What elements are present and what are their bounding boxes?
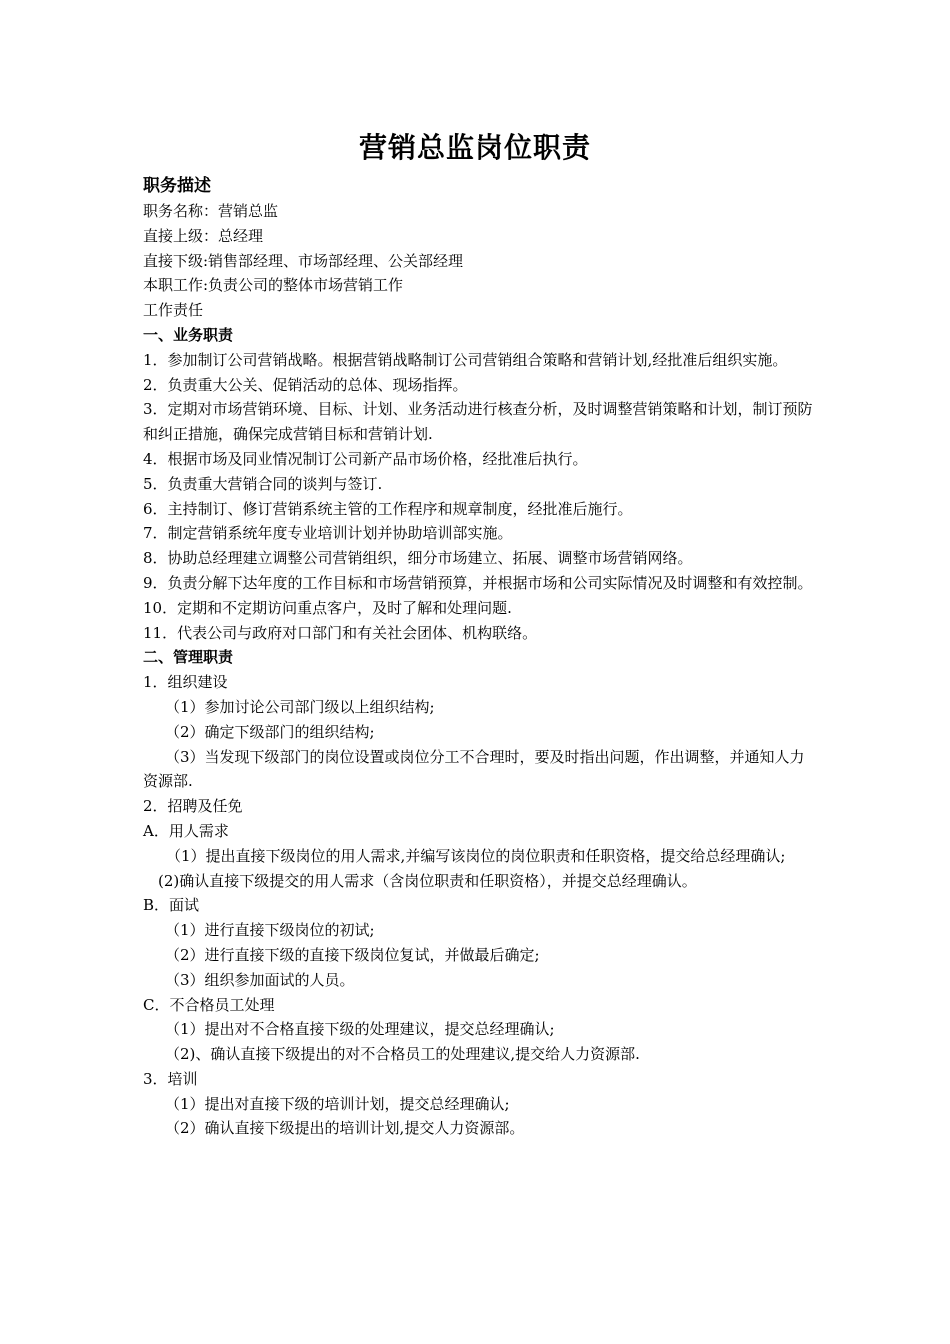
business-item: 8．协助总经理建立调整公司营销组织，细分市场建立、拓展、调整市场营销网络。	[143, 549, 693, 568]
business-item: 7．制定营销系统年度专业培训计划并协助培训部实施。	[143, 524, 513, 543]
training-item: （1）提出对直接下级的培训计划，提交总经理确认;	[165, 1094, 510, 1113]
business-item: 2．负责重大公关、促销活动的总体、现场指挥。	[143, 375, 468, 394]
training-item: （2）确认直接下级提出的培训计划,提交人力资源部。	[165, 1119, 525, 1138]
business-item: 9．负责分解下达年度的工作目标和市场营销预算，并根据市场和公司实际情况及时调整和有效控制。	[143, 573, 813, 592]
org-item: （1）参加讨论公司部门级以上组织结构;	[165, 697, 435, 716]
work-responsibility-line: 工作责任	[143, 301, 204, 320]
page-title: 营销总监岗位职责	[358, 131, 591, 164]
job-title-line: 职务名称：营销总监	[143, 202, 279, 220]
section-heading-business: 一、业务职责	[143, 325, 234, 344]
section-heading-job-description: 职务描述	[143, 176, 211, 196]
business-item: 6．主持制订、修订营销系统主管的工作程序和规章制度，经批准后施行。	[143, 499, 633, 518]
business-item: 10．定期和不定期访问重点客户，及时了解和处理问题.	[143, 598, 512, 617]
interview-item: （2）进行直接下级的直接下级岗位复试，并做最后确定;	[165, 945, 540, 964]
interview-label: B．面试	[143, 896, 200, 915]
direct-superior-line: 直接上级：总经理	[143, 226, 264, 245]
business-item: 1．参加制订公司营销战略。根据营销战略制订公司营销组合策略和营销计划,经批准后组织实施。	[143, 350, 788, 369]
business-item: 5．负责重大营销合同的谈判与签订.	[143, 474, 383, 493]
direct-subordinates-line: 直接下级:销售部经理、市场部经理、公关部经理	[143, 251, 464, 270]
unqualified-staff-item: （2)、确认直接下级提出的对不合格员工的处理建议,提交给人力资源部.	[165, 1045, 640, 1064]
business-item: 11．代表公司与政府对口部门和有关社会团体、机构联络。	[143, 623, 538, 642]
unqualified-staff-label: C．不合格员工处理	[143, 995, 275, 1014]
business-item: 4．根据市场及同业情况制订公司新产品市场价格，经批准后执行。	[143, 449, 588, 468]
training-label: 3．培训	[143, 1069, 198, 1088]
interview-item: （1）进行直接下级岗位的初试;	[165, 921, 375, 940]
org-item: （3）当发现下级部门的岗位设置或岗位分工不合理时，要及时指出问题，作出调整，并通知人力资源部.	[143, 747, 805, 791]
document-body	[143, 174, 819, 1141]
hiring-demand-label: A．用人需求	[143, 821, 229, 840]
section-heading-management: 二、管理职责	[143, 648, 234, 667]
interview-item: （3）组织参加面试的人员。	[165, 970, 355, 989]
org-building-label: 1．组织建设	[143, 673, 228, 692]
main-work-line: 本职工作:负责公司的整体市场营销工作	[143, 276, 404, 295]
business-item: 3．定期对市场营销环境、目标、计划、业务活动进行核查分析，及时调整营销策略和计划，制订预防和纠正措施，确保完成营销目标和营销计划.	[143, 400, 813, 444]
unqualified-staff-item: （1）提出对不合格直接下级的处理建议，提交总经理确认;	[165, 1020, 555, 1039]
hiring-demand-item: （1）提出直接下级岗位的用人需求,并编写该岗位的岗位职责和任职资格，提交给总经理确认;	[166, 846, 786, 865]
hiring-demand-item: (2)确认直接下级提交的用人需求（含岗位职责和任职资格），并提交总经理确认。	[158, 871, 697, 890]
org-item: （2）确定下级部门的组织结构;	[165, 722, 375, 741]
hiring-label: 2．招聘及任免	[143, 797, 243, 816]
